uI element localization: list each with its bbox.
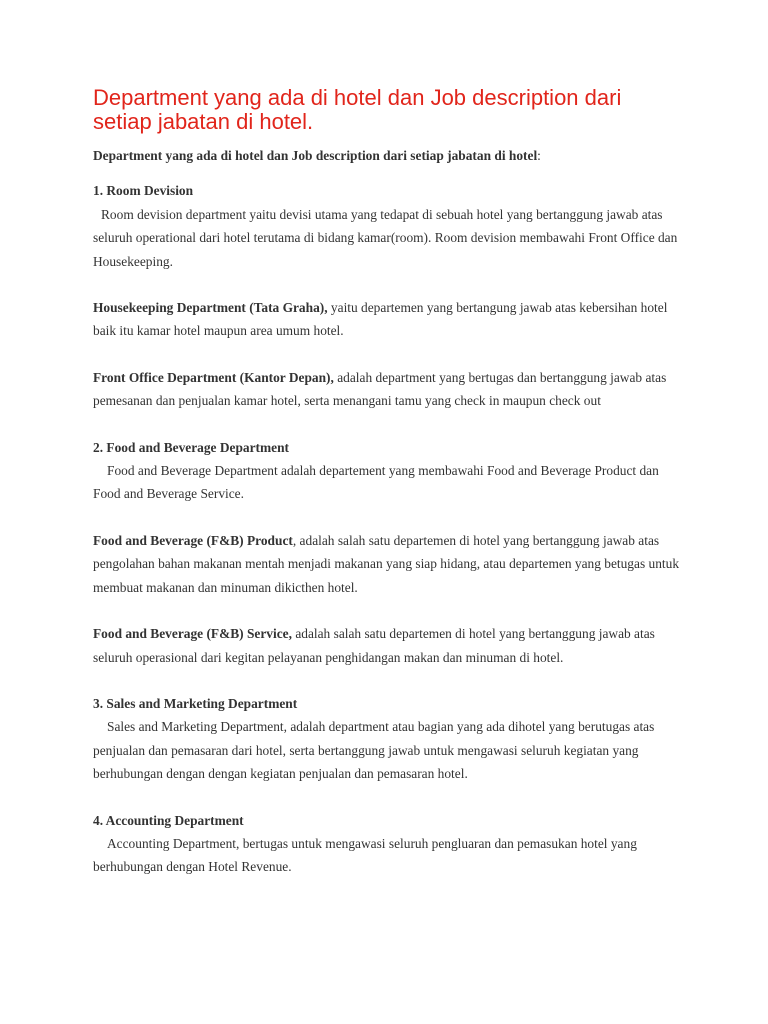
accounting-paragraph: Accounting Department, bertugas untuk mengawasi seluruh pengluaran dan pemasukan hotel yang berhubungan dengan Hotel Revenue. xyxy=(93,835,637,875)
fnb-service-paragraph xyxy=(93,622,683,669)
front-office-term: Front Office Department (Kantor Depan), xyxy=(93,369,334,385)
fnb-service-term: Food and Beverage (F&B) Service, xyxy=(93,626,292,642)
intro-colon: : xyxy=(537,148,541,163)
intro-line xyxy=(93,144,683,167)
fnb-product-term: Food and Beverage (F&B) Product xyxy=(93,532,293,548)
sales-marketing-paragraph: Sales and Marketing Department, adalah department atau bagian yang ada dihotel yang berutugas atas penjualan dan pemasaran dari hotel, serta bertanggung jawab untuk mengawasi seluruh kegiatan yang berhubungan dengan dengan kegiatan penjualan dan pemasaran hotel. xyxy=(93,719,655,782)
document-page xyxy=(93,86,683,879)
housekeeping-paragraph xyxy=(93,296,683,343)
front-office-description: adalah department yang bertugas dan bertanggung jawab atas pemesanan dan penjualan kamar hotel, serta menangani tamu yang check in maupun check out xyxy=(93,369,667,409)
section-heading-accounting: 4. Accounting Department xyxy=(93,812,244,828)
room-devision-paragraph: Room devision department yaitu devisi utama yang tedapat di sebuah hotel yang bertanggung jawab atas seluruh operational dari hotel terutama di bidang kamar(room). Room devision membawahi Front Office dan Housekeeping. xyxy=(93,206,678,269)
document-title: Department yang ada di hotel dan Job description dari setiap jabatan di hotel. xyxy=(93,85,622,134)
fnb-product-description: , adalah salah satu departemen di hotel yang bertanggung jawab atas pengolahan bahan makanan mentah menjadi makanan yang siap hidang, atau departemen yang betugas untuk membuat makanan dan minuman dikicthen hotel. xyxy=(93,532,680,595)
section-heading-sales-marketing: 3. Sales and Marketing Department xyxy=(93,695,298,711)
fnb-service-description: adalah salah satu departemen di hotel yang bertanggung jawab atas seluruh operasional dari kegitan pelayanan penghidangan makan dan minuman di hotel. xyxy=(93,626,655,665)
section-heading-room-devision: 1. Room Devision xyxy=(93,183,194,199)
fnb-product-paragraph xyxy=(93,529,683,599)
housekeeping-description: yaitu departemen yang bertangung jawab atas kebersihan hotel baik itu kamar hotel maupun area umum hotel. xyxy=(93,300,668,339)
housekeeping-term: Housekeeping Department (Tata Graha), xyxy=(93,300,328,316)
food-beverage-paragraph: Food and Beverage Department adalah departement yang membawahi Food and Beverage Product dan Food and Beverage Service. xyxy=(93,463,659,502)
intro-bold: Department yang ada di hotel dan Job description dari setiap jabatan di hotel xyxy=(93,148,538,163)
front-office-paragraph xyxy=(93,366,683,413)
section-heading-food-beverage: 2. Food and Beverage Department xyxy=(93,439,289,455)
